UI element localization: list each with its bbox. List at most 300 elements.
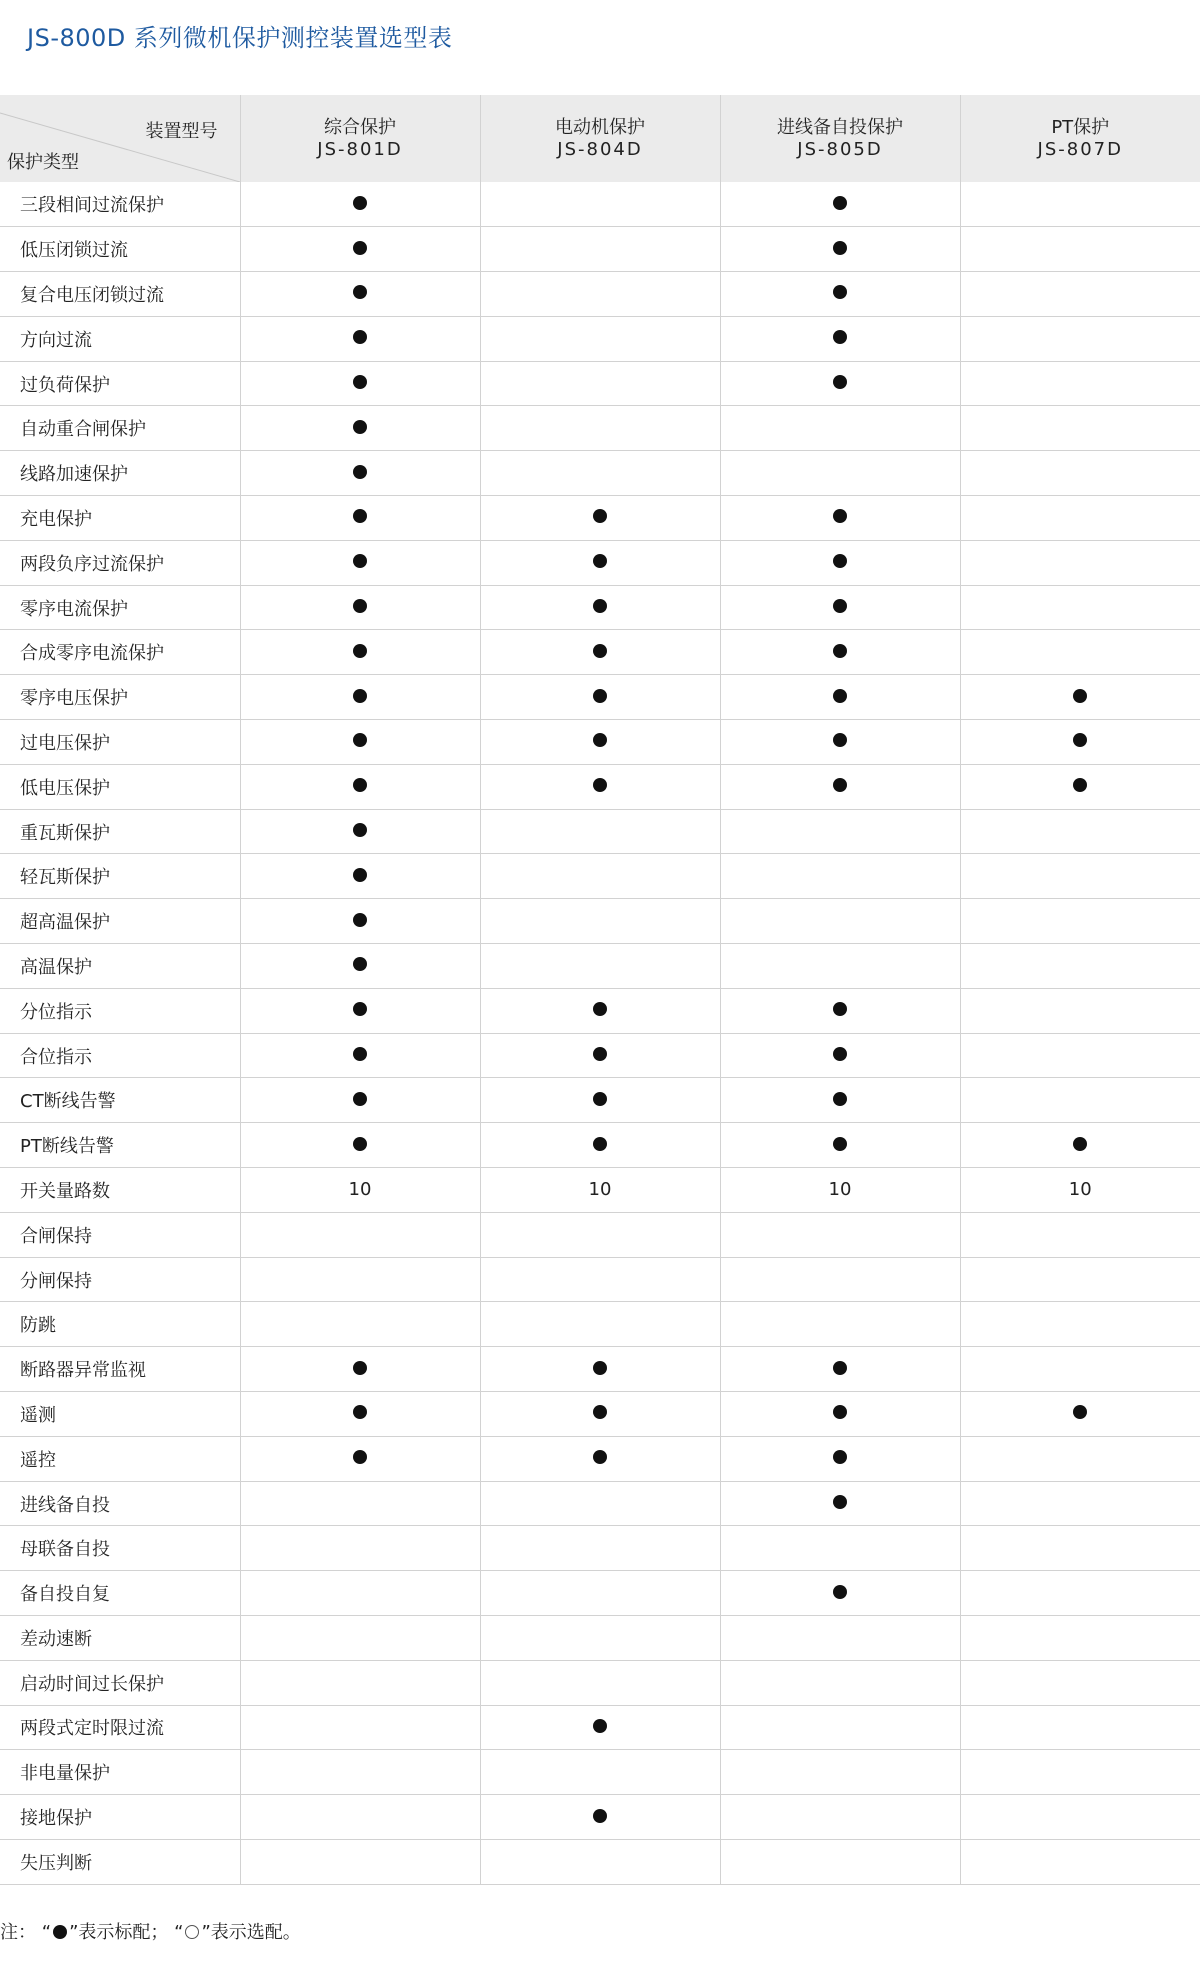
- table-cell: [480, 675, 720, 720]
- table-body: [0, 182, 1200, 1884]
- table-cell: [960, 182, 1200, 227]
- standard-dot-icon: [833, 778, 847, 792]
- protection-type-name: 零序电流保护: [0, 585, 240, 630]
- table-cell: [720, 1392, 960, 1437]
- table-cell: [240, 854, 480, 899]
- table-cell: [240, 1078, 480, 1123]
- table-cell: [720, 406, 960, 451]
- standard-dot-icon: [593, 1809, 607, 1823]
- standard-text: 表示标配；: [78, 1922, 169, 1943]
- standard-dot-icon: [593, 778, 607, 792]
- standard-dot-icon: [353, 1002, 367, 1016]
- standard-dot-icon: [1073, 733, 1087, 747]
- table-cell: [240, 1481, 480, 1526]
- protection-type-name: 遥控: [0, 1436, 240, 1481]
- table-cell: [720, 1616, 960, 1661]
- protection-type-name: CT断线告警: [0, 1078, 240, 1123]
- switch-count-value: 10: [1068, 1179, 1092, 1201]
- table-row: [0, 944, 1200, 989]
- table-cell: [480, 496, 720, 541]
- table-cell: [480, 272, 720, 317]
- protection-type-name: 低压闭锁过流: [0, 227, 240, 272]
- table-cell: [720, 854, 960, 899]
- table-cell: [960, 1705, 1200, 1750]
- protection-type-name: 失压判断: [0, 1839, 240, 1884]
- filled-dot-icon: [53, 1925, 67, 1939]
- table-row: [0, 988, 1200, 1033]
- protection-type-name: 高温保护: [0, 944, 240, 989]
- table-cell: [480, 1392, 720, 1437]
- table-row: [0, 854, 1200, 899]
- table-row: [0, 1481, 1200, 1526]
- selection-table: [0, 95, 1200, 1885]
- table-row: [0, 540, 1200, 585]
- table-cell: [480, 1616, 720, 1661]
- table-cell: [720, 1257, 960, 1302]
- table-cell: [240, 944, 480, 989]
- table-cell: [240, 1436, 480, 1481]
- table-cell: [960, 540, 1200, 585]
- standard-dot-icon: [1073, 1405, 1087, 1419]
- standard-dot-icon: [353, 196, 367, 210]
- table-cell: [720, 496, 960, 541]
- table-cell: [480, 899, 720, 944]
- standard-dot-icon: [593, 1405, 607, 1419]
- column-model: JS-805D: [797, 138, 883, 160]
- table-row: [0, 630, 1200, 675]
- table-cell: [480, 1123, 720, 1168]
- column-name: 电动机保护: [555, 116, 645, 138]
- protection-type-name: 启动时间过长保护: [0, 1660, 240, 1705]
- table-cell: [480, 1257, 720, 1302]
- table-cell: [240, 809, 480, 854]
- standard-dot-icon: [353, 375, 367, 389]
- table-row: [0, 585, 1200, 630]
- standard-dot-icon: [353, 285, 367, 299]
- standard-dot-icon: [353, 509, 367, 523]
- table-cell: [960, 496, 1200, 541]
- standard-dot-icon: [353, 1405, 367, 1419]
- protection-type-name: 线路加速保护: [0, 451, 240, 496]
- table-cell: [240, 361, 480, 406]
- table-cell: [240, 899, 480, 944]
- table-cell: [720, 630, 960, 675]
- table-row: [0, 764, 1200, 809]
- table-cell: [720, 988, 960, 1033]
- table-row: [0, 899, 1200, 944]
- table-cell: [960, 854, 1200, 899]
- table-cell: [240, 1616, 480, 1661]
- table-cell: [720, 1705, 960, 1750]
- switch-count-value: 10: [828, 1179, 852, 1201]
- table-cell: [720, 1750, 960, 1795]
- standard-dot-icon: [353, 554, 367, 568]
- standard-dot-icon: [833, 689, 847, 703]
- table-cell: [480, 1436, 720, 1481]
- table-cell: [960, 1078, 1200, 1123]
- table-cell: [960, 944, 1200, 989]
- table-cell: [960, 1302, 1200, 1347]
- protection-type-name: 备自投自复: [0, 1571, 240, 1616]
- table-cell: [960, 585, 1200, 630]
- protection-type-name: 合成零序电流保护: [0, 630, 240, 675]
- table-cell: [240, 585, 480, 630]
- table-cell: [480, 1526, 720, 1571]
- table-cell: [240, 1212, 480, 1257]
- table-cell: [960, 1168, 1200, 1213]
- table-row: [0, 809, 1200, 854]
- table-cell: [480, 1302, 720, 1347]
- table-cell: [240, 496, 480, 541]
- hollow-circle-icon: [185, 1925, 199, 1939]
- table-cell: [960, 1616, 1200, 1661]
- page-title: JS-800D 系列微机保护测控装置选型表: [27, 24, 453, 52]
- protection-type-name: 分闸保持: [0, 1257, 240, 1302]
- table-cell: [240, 1795, 480, 1840]
- table-row: [0, 675, 1200, 720]
- standard-dot-icon: [593, 1361, 607, 1375]
- table-cell: [480, 1078, 720, 1123]
- table-cell: [240, 1571, 480, 1616]
- table-cell: [720, 1078, 960, 1123]
- table-cell: [960, 720, 1200, 765]
- table-cell: [960, 1571, 1200, 1616]
- standard-dot-icon: [833, 554, 847, 568]
- column-model: JS-807D: [1037, 138, 1123, 160]
- table-cell: [240, 1392, 480, 1437]
- table-cell: [720, 361, 960, 406]
- standard-dot-icon: [353, 241, 367, 255]
- optional-text: 表示选配。: [210, 1922, 301, 1943]
- table-cell: [960, 1795, 1200, 1840]
- standard-dot-icon: [353, 778, 367, 792]
- table-cell: [960, 1257, 1200, 1302]
- standard-dot-icon: [353, 1137, 367, 1151]
- column-name: 进线备自投保护: [777, 116, 903, 138]
- table-row: [0, 496, 1200, 541]
- standard-dot-icon: [833, 1137, 847, 1151]
- table-cell: [480, 1168, 720, 1213]
- table-cell: [480, 540, 720, 585]
- table-cell: [240, 720, 480, 765]
- table-cell: [480, 854, 720, 899]
- table-cell: [720, 1839, 960, 1884]
- protection-type-name: 防跳: [0, 1302, 240, 1347]
- table-row: [0, 1705, 1200, 1750]
- table-cell: [240, 675, 480, 720]
- table-cell: [480, 1705, 720, 1750]
- table-cell: [720, 1212, 960, 1257]
- standard-dot-icon: [353, 330, 367, 344]
- quote-close: ”: [69, 1922, 79, 1943]
- table-row: [0, 316, 1200, 361]
- standard-dot-icon: [593, 644, 607, 658]
- table-cell: [960, 1033, 1200, 1078]
- switch-count-value: 10: [348, 1179, 372, 1201]
- standard-dot-icon: [353, 1047, 367, 1061]
- protection-type-name: 充电保护: [0, 496, 240, 541]
- column-name: 综合保护: [324, 116, 396, 138]
- standard-dot-icon: [833, 241, 847, 255]
- protection-type-name: 断路器异常监视: [0, 1347, 240, 1392]
- standard-dot-icon: [593, 689, 607, 703]
- table-cell: [480, 227, 720, 272]
- table-cell: [240, 540, 480, 585]
- standard-dot-icon: [353, 913, 367, 927]
- standard-dot-icon: [593, 599, 607, 613]
- standard-dot-icon: [833, 1002, 847, 1016]
- standard-dot-icon: [593, 554, 607, 568]
- table-cell: [720, 809, 960, 854]
- standard-dot-icon: [1073, 1137, 1087, 1151]
- table-row: [0, 451, 1200, 496]
- standard-dot-icon: [833, 1405, 847, 1419]
- table-cell: [960, 1392, 1200, 1437]
- table-row: [0, 1033, 1200, 1078]
- protection-type-name: 超高温保护: [0, 899, 240, 944]
- table-row: [0, 1212, 1200, 1257]
- protection-type-name: 遥测: [0, 1392, 240, 1437]
- table-row: [0, 1660, 1200, 1705]
- standard-dot-icon: [593, 1137, 607, 1151]
- table-cell: [960, 1660, 1200, 1705]
- protection-type-name: 自动重合闸保护: [0, 406, 240, 451]
- table-cell: [720, 272, 960, 317]
- switch-count-value: 10: [588, 1179, 612, 1201]
- protection-type-name: 分位指示: [0, 988, 240, 1033]
- table-cell: [960, 1839, 1200, 1884]
- table-cell: [960, 272, 1200, 317]
- standard-dot-icon: [833, 375, 847, 389]
- table-cell: [480, 1347, 720, 1392]
- table-cell: [240, 1033, 480, 1078]
- protection-type-name: 开关量路数: [0, 1168, 240, 1213]
- table-cell: [240, 764, 480, 809]
- table-cell: [720, 720, 960, 765]
- table-cell: [720, 585, 960, 630]
- standard-dot-icon: [593, 1002, 607, 1016]
- column-model: JS-804D: [557, 138, 643, 160]
- table-cell: [720, 1347, 960, 1392]
- standard-dot-icon: [353, 465, 367, 479]
- table-cell: [480, 630, 720, 675]
- table-cell: [960, 1436, 1200, 1481]
- column-header-804d: [480, 95, 720, 182]
- table-cell: [480, 720, 720, 765]
- table-cell: [960, 988, 1200, 1033]
- table-cell: [960, 316, 1200, 361]
- legend-note: [0, 1918, 301, 1944]
- table-cell: [480, 1660, 720, 1705]
- standard-dot-icon: [1073, 689, 1087, 703]
- table-row: [0, 1436, 1200, 1481]
- standard-dot-icon: [353, 868, 367, 882]
- protection-type-name: PT断线告警: [0, 1123, 240, 1168]
- table-cell: [960, 406, 1200, 451]
- table-row: [0, 1526, 1200, 1571]
- table-cell: [960, 1123, 1200, 1168]
- standard-dot-icon: [353, 957, 367, 971]
- column-header-807d: [960, 95, 1200, 182]
- table-row: [0, 720, 1200, 765]
- table-cell: [720, 1123, 960, 1168]
- table-cell: [480, 764, 720, 809]
- table-cell: [240, 1750, 480, 1795]
- table-cell: [480, 1033, 720, 1078]
- standard-dot-icon: [353, 823, 367, 837]
- table-cell: [480, 944, 720, 989]
- table-row: [0, 227, 1200, 272]
- table-row: [0, 1168, 1200, 1213]
- column-name: PT保护: [1051, 116, 1110, 138]
- table-cell: [720, 1033, 960, 1078]
- table-cell: [720, 1481, 960, 1526]
- table-cell: [720, 182, 960, 227]
- protection-type-name: 进线备自投: [0, 1481, 240, 1526]
- standard-dot-icon: [593, 509, 607, 523]
- protection-type-name: 非电量保护: [0, 1750, 240, 1795]
- table-cell: [960, 764, 1200, 809]
- table-cell: [240, 1839, 480, 1884]
- device-model-label: 装置型号: [145, 121, 218, 142]
- protection-type-name: 重瓦斯保护: [0, 809, 240, 854]
- table-cell: [960, 630, 1200, 675]
- table-cell: [480, 451, 720, 496]
- table-cell: [720, 1302, 960, 1347]
- table-cell: [960, 227, 1200, 272]
- standard-dot-icon: [833, 1361, 847, 1375]
- table-cell: [960, 451, 1200, 496]
- standard-dot-icon: [833, 1585, 847, 1599]
- table-cell: [480, 1750, 720, 1795]
- table-cell: [240, 630, 480, 675]
- table-cell: [240, 1123, 480, 1168]
- table-cell: [480, 809, 720, 854]
- standard-dot-icon: [833, 599, 847, 613]
- table-cell: [240, 272, 480, 317]
- protection-type-name: 合闸保持: [0, 1212, 240, 1257]
- standard-dot-icon: [593, 733, 607, 747]
- table-cell: [720, 1795, 960, 1840]
- table-cell: [720, 1571, 960, 1616]
- table-cell: [720, 675, 960, 720]
- standard-dot-icon: [353, 1092, 367, 1106]
- protection-type-name: 两段负序过流保护: [0, 540, 240, 585]
- standard-dot-icon: [593, 1450, 607, 1464]
- table-cell: [720, 944, 960, 989]
- standard-dot-icon: [353, 644, 367, 658]
- table-cell: [480, 406, 720, 451]
- standard-dot-icon: [353, 733, 367, 747]
- protection-type-name: 轻瓦斯保护: [0, 854, 240, 899]
- table-row: [0, 1257, 1200, 1302]
- table-cell: [960, 1526, 1200, 1571]
- table-row: [0, 1078, 1200, 1123]
- table-cell: [240, 1526, 480, 1571]
- table-row: [0, 1795, 1200, 1840]
- table-cell: [240, 1660, 480, 1705]
- corner-cell: [0, 95, 240, 182]
- table-cell: [480, 182, 720, 227]
- table-cell: [480, 1481, 720, 1526]
- protection-type-name: 过负荷保护: [0, 361, 240, 406]
- protection-type-name: 方向过流: [0, 316, 240, 361]
- table-header-row: [0, 95, 1200, 182]
- table-cell: [960, 899, 1200, 944]
- protection-type-label: 保护类型: [7, 152, 79, 173]
- standard-dot-icon: [833, 733, 847, 747]
- protection-type-name: 差动速断: [0, 1616, 240, 1661]
- quote-open: “: [41, 1922, 52, 1943]
- standard-dot-icon: [833, 1047, 847, 1061]
- table-cell: [240, 182, 480, 227]
- table-cell: [240, 1705, 480, 1750]
- table-cell: [480, 1839, 720, 1884]
- table-cell: [960, 809, 1200, 854]
- standard-dot-icon: [353, 689, 367, 703]
- table-cell: [720, 1436, 960, 1481]
- standard-dot-icon: [593, 1719, 607, 1733]
- column-model: JS-801D: [317, 138, 403, 160]
- protection-type-name: 复合电压闭锁过流: [0, 272, 240, 317]
- table-cell: [720, 1168, 960, 1213]
- table-cell: [960, 1750, 1200, 1795]
- standard-dot-icon: [833, 285, 847, 299]
- table-cell: [480, 1571, 720, 1616]
- standard-dot-icon: [353, 420, 367, 434]
- standard-dot-icon: [833, 330, 847, 344]
- table-cell: [720, 1526, 960, 1571]
- table-cell: [960, 675, 1200, 720]
- table-cell: [720, 899, 960, 944]
- standard-dot-icon: [833, 644, 847, 658]
- table-cell: [720, 540, 960, 585]
- table-cell: [240, 1257, 480, 1302]
- table-row: [0, 1392, 1200, 1437]
- standard-dot-icon: [833, 1092, 847, 1106]
- table-cell: [960, 1212, 1200, 1257]
- standard-dot-icon: [593, 1047, 607, 1061]
- protection-type-name: 三段相间过流保护: [0, 182, 240, 227]
- table-row: [0, 361, 1200, 406]
- table-cell: [720, 451, 960, 496]
- protection-type-name: 接地保护: [0, 1795, 240, 1840]
- standard-dot-icon: [833, 1450, 847, 1464]
- table-row: [0, 1750, 1200, 1795]
- standard-dot-icon: [593, 1092, 607, 1106]
- table-cell: [480, 1212, 720, 1257]
- protection-type-name: 低电压保护: [0, 764, 240, 809]
- table-cell: [480, 316, 720, 361]
- table-cell: [960, 1347, 1200, 1392]
- table-row: [0, 1571, 1200, 1616]
- table-cell: [720, 316, 960, 361]
- table-row: [0, 1123, 1200, 1168]
- standard-dot-icon: [353, 1361, 367, 1375]
- table-cell: [240, 451, 480, 496]
- table-cell: [720, 227, 960, 272]
- table-cell: [240, 1302, 480, 1347]
- standard-dot-icon: [1073, 778, 1087, 792]
- standard-dot-icon: [353, 1450, 367, 1464]
- standard-dot-icon: [833, 509, 847, 523]
- standard-dot-icon: [833, 196, 847, 210]
- quote-close: ”: [201, 1922, 211, 1943]
- table-row: [0, 1302, 1200, 1347]
- table-cell: [720, 1660, 960, 1705]
- standard-dot-icon: [353, 599, 367, 613]
- table-cell: [720, 764, 960, 809]
